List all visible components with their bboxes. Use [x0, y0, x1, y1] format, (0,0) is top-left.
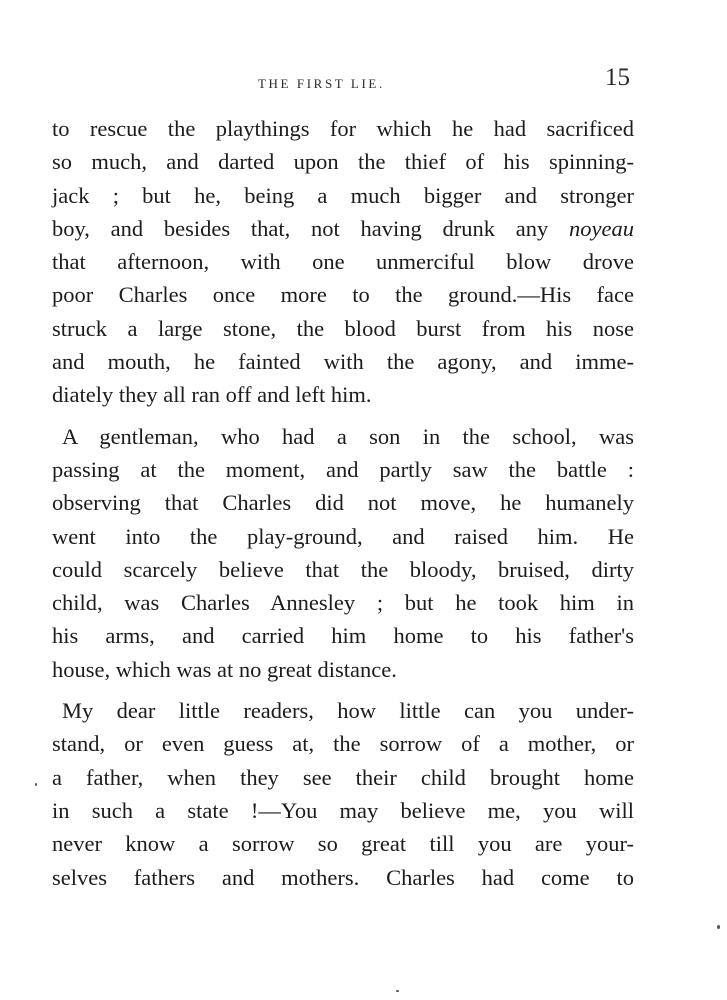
ink-speck — [35, 783, 37, 786]
paragraph-3 — [52, 694, 634, 894]
text-line-last: diately they all ran off and left him. — [52, 382, 372, 408]
ink-speck — [396, 990, 399, 992]
text-line: went into the play-ground, and raised him. He — [52, 523, 634, 549]
text-line: poor Charles once more to the ground.—His face — [52, 282, 634, 308]
text-line: passing at the moment, and partly saw the battle : — [52, 456, 634, 482]
text-line: stand, or even guess at, the sorrow of a mother, or — [52, 731, 634, 757]
text-line: his arms, and carried him home to his father's — [52, 623, 634, 649]
text-line: could scarcely believe that the bloody, bruised, dirty — [52, 556, 634, 582]
text-line: that afternoon, with one unmerciful blow drove — [52, 249, 634, 275]
text-line: to rescue the playthings for which he had sacrificed — [52, 116, 634, 141]
running-head: THE FIRST LIE. — [258, 76, 385, 91]
text-line-last: house, which was at no great distance. — [52, 656, 397, 682]
text-line: struck a large stone, the blood burst from his nose — [52, 315, 634, 341]
paragraph-2 — [52, 420, 634, 686]
text-line: a father, when they see their child brought home — [52, 764, 634, 790]
text-line: never know a sorrow so great till you are your- — [52, 831, 634, 857]
body-text — [52, 112, 634, 894]
text-line: in such a state !—You may believe me, you will — [52, 797, 634, 823]
text-line: jack ; but he, being a much bigger and stronger — [52, 182, 634, 208]
text-line: child, was Charles Annesley ; but he took him in — [52, 590, 634, 616]
text-line-with-italic — [52, 212, 634, 245]
page-number: 15 — [605, 64, 630, 91]
ink-speck — [717, 925, 720, 929]
text-line: observing that Charles did not move, he humanely — [52, 490, 634, 516]
text-line: and mouth, he fainted with the agony, and imme- — [52, 349, 634, 375]
text-line-first: My dear little readers, how little can you under- — [62, 698, 634, 724]
text-line: selves fathers and mothers. Charles had come to — [52, 864, 634, 890]
text-line: so much, and darted upon the thief of his spinning- — [52, 149, 634, 175]
page-header — [52, 62, 630, 102]
paragraph-1 — [52, 112, 634, 412]
text-line-first: A gentleman, who had a son in the school, was — [62, 423, 634, 449]
italic-word: noyeau — [569, 215, 634, 241]
text-line-part: boy, and besides that, not having drunk any — [52, 215, 549, 241]
